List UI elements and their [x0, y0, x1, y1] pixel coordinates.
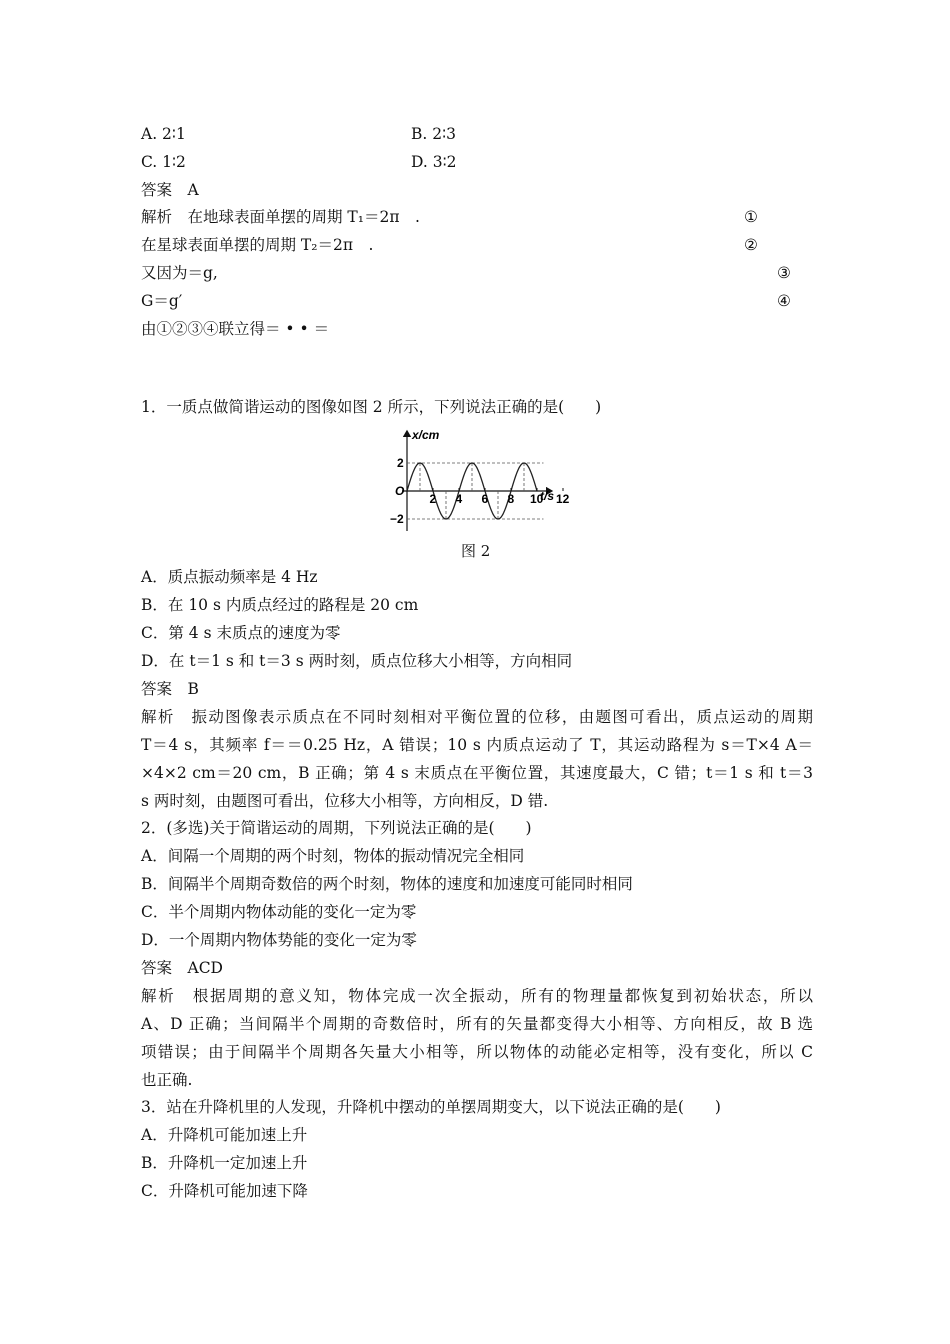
- x-tick-label: 4: [455, 492, 463, 506]
- option-b: B．升降机一定加速上升: [141, 1154, 308, 1172]
- answer-line: 答案 B: [141, 680, 199, 698]
- x-axis-label: t/s: [540, 489, 555, 503]
- option-b: B．间隔半个周期奇数倍的两个时刻，物体的速度和加速度可能同时相同: [141, 875, 633, 893]
- figure-caption: 图 2: [461, 542, 491, 560]
- option-d: D. 3∶2: [411, 153, 457, 171]
- option-a: A．升降机可能加速上升: [141, 1126, 308, 1144]
- option-c: C．第 4 s 末质点的速度为零: [141, 624, 341, 642]
- x-tick-label: 6: [481, 492, 489, 506]
- question-1-stem: 1．一质点做简谐运动的图像如图 2 所示，下列说法正确的是( ): [141, 398, 602, 416]
- option-c: C．升降机可能加速下降: [141, 1182, 308, 1200]
- option-d: D．在 t＝1 s 和 t＝3 s 两时刻，质点位移大小相等，方向相同: [141, 652, 573, 670]
- explanation-line: 又因为＝g,: [141, 264, 218, 282]
- question-2-stem: 2．(多选)关于简谐运动的周期，下列说法正确的是( ): [141, 819, 532, 837]
- option-b: B. 2∶3: [411, 125, 457, 143]
- option-a: A．质点振动频率是 4 Hz: [141, 568, 318, 586]
- explanation-line: T＝4 s，其频率 f＝＝0.25 Hz，A 错误；10 s 内质点运动了 T，其运动路程为 s＝T×4 A＝: [141, 736, 813, 754]
- answer-line: 答案 A: [141, 181, 199, 199]
- answer-line: 答案 ACD: [141, 959, 223, 977]
- explanation-line: 解析 在地球表面单摆的周期 T₁＝2π .: [141, 208, 420, 226]
- explanation-line: A、D 正确；当间隔半个周期的奇数倍时，所有的矢量都变得大小相等、方向相反，故 B 选: [141, 1015, 813, 1033]
- equation-number: ②: [744, 236, 758, 254]
- explanation-line: 项错误；由于间隔半个周期各矢量大小相等，所以物体的动能必定相等，没有变化，所以 C: [141, 1043, 813, 1061]
- option-c: C. 1∶2: [141, 153, 186, 171]
- y-tick-label: −2: [390, 512, 404, 526]
- explanation-line: 也正确.: [141, 1071, 193, 1089]
- y-axis-label: x/cm: [412, 428, 440, 442]
- option-d: D．一个周期内物体势能的变化一定为零: [141, 931, 417, 949]
- explanation-line: ×4×2 cm＝20 cm，B 正确；第 4 s 末质点在平衡位置，其速度最大，C 错；t＝1 s 和 t＝3: [141, 764, 813, 782]
- vibration-graph-svg: [380, 425, 570, 535]
- equation-number: ③: [777, 264, 791, 282]
- option-c: C．半个周期内物体动能的变化一定为零: [141, 903, 417, 921]
- equation-number: ①: [744, 208, 758, 226]
- y-tick-label: 2: [397, 456, 404, 470]
- option-b: B．在 10 s 内质点经过的路程是 20 cm: [141, 596, 419, 614]
- x-tick-label: 12: [556, 492, 570, 506]
- x-tick-label: 2: [429, 492, 437, 506]
- question-3-stem: 3．站在升降机里的人发现，升降机中摆动的单摆周期变大，以下说法正确的是( ): [141, 1098, 721, 1116]
- option-a: A. 2∶1: [141, 125, 186, 143]
- origin-label: O: [395, 484, 405, 498]
- explanation-line: G＝g′: [141, 292, 183, 310]
- explanation-line: 解析 根据周期的意义知，物体完成一次全振动，所有的物理量都恢复到初始状态，所以: [141, 987, 813, 1005]
- option-a: A．间隔一个周期的两个时刻，物体的振动情况完全相同: [141, 847, 525, 865]
- explanation-line: 由①②③④联立得＝ • • ＝: [141, 320, 330, 338]
- explanation-line: s 两时刻，由题图可看出，位移大小相等，方向相反，D 错.: [141, 792, 549, 810]
- x-tick-label: 8: [507, 492, 515, 506]
- x-tick-label: 10: [530, 492, 544, 506]
- explanation-line: 解析 振动图像表示质点在不同时刻相对平衡位置的位移，由题图可看出，质点运动的周期: [141, 708, 813, 726]
- vibration-graph: [380, 425, 570, 539]
- explanation-line: 在星球表面单摆的周期 T₂＝2π .: [141, 236, 374, 254]
- equation-number: ④: [777, 292, 791, 310]
